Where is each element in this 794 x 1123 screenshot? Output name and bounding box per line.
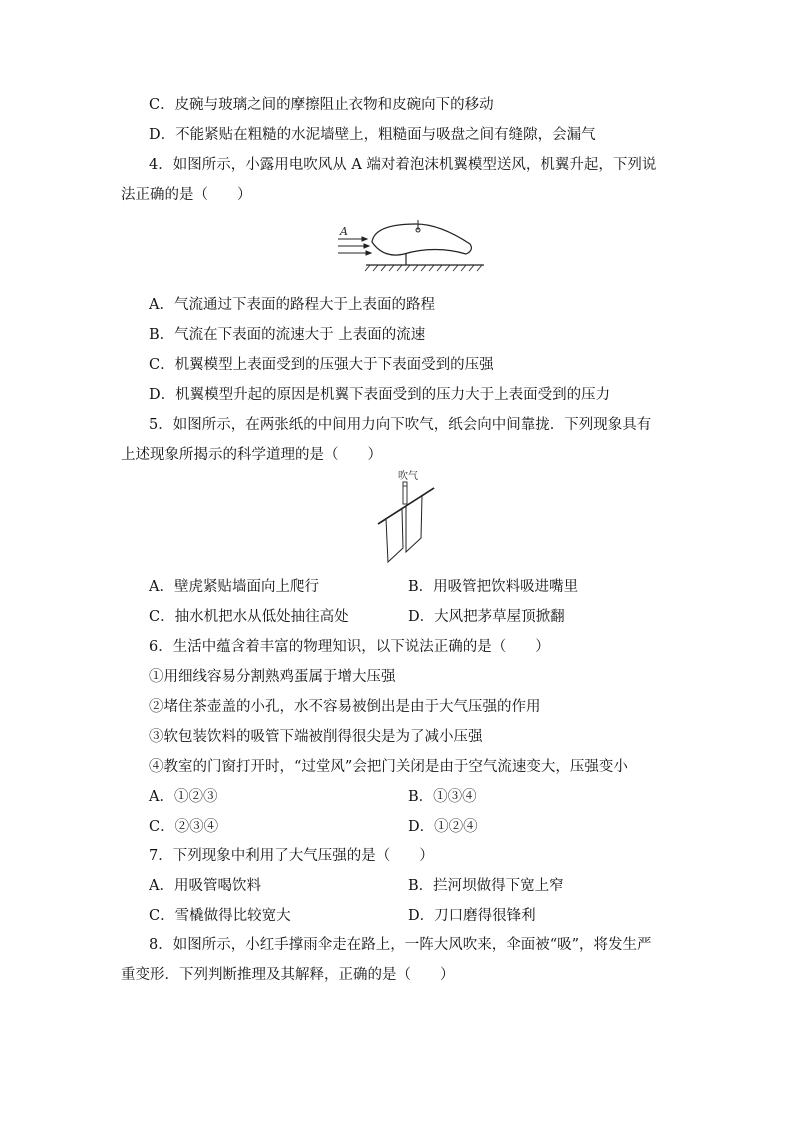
q6-option-a: A．①②③	[149, 789, 218, 805]
q4-stem-line2: 法正确的是（ ）	[121, 187, 252, 203]
q6-statement-1: ①用细线容易分割熟鸡蛋属于增大压强	[149, 669, 396, 685]
q4-option-d: D．机翼模型升起的原因是机翼下表面受到的压力大于上表面受到的压力	[149, 387, 611, 403]
q5-option-b: B．用吸管把饮料吸进嘴里	[408, 579, 579, 595]
q6-option-b: B．①③④	[408, 789, 477, 805]
q8-stem-line2: 重变形．下列判断推理及其解释，正确的是（ ）	[121, 967, 455, 983]
q5-stem-line1: 5．如图所示，在两张纸的中间用力向下吹气，纸会向中间靠拢．下列现象具有	[149, 417, 652, 433]
wing-model-figure	[334, 218, 486, 272]
wing-figure-label-a: A	[340, 225, 348, 238]
q5-option-c: C．抽水机把水从低处抽往高处	[149, 609, 349, 625]
q7-option-d: D．刀口磨得很锋利	[408, 908, 536, 924]
q5-option-d: D．大风把茅草屋顶掀翻	[408, 609, 565, 625]
q4-stem-line1: 4．如图所示，小露用电吹风从 A 端对着泡沫机翼模型送风，机翼升起，下列说	[149, 157, 657, 173]
q6-statement-2: ②堵住茶壶盖的小孔，水不容易被倒出是由于大气压强的作用	[149, 699, 541, 715]
q3-option-c: C．皮碗与玻璃之间的摩擦阻止衣物和皮碗向下的移动	[149, 97, 494, 113]
q4-option-b: B．气流在下表面的流速大于 上表面的流速	[149, 327, 426, 343]
q6-option-c: C．②③④	[149, 819, 219, 835]
q7-option-c: C．雪橇做得比较宽大	[149, 908, 291, 924]
q4-option-a: A．气流通过下表面的路程大于上表面的路程	[149, 297, 435, 313]
q7-option-a: A．用吸管喝饮料	[149, 878, 261, 894]
q8-stem-line1: 8．如图所示，小红手撑雨伞走在路上，一阵大风吹来，伞面被“吸”，将发生严	[149, 937, 652, 953]
q5-option-a: A．壁虎紧贴墙面向上爬行	[149, 579, 319, 595]
q7-option-b: B．拦河坝做得下宽上窄	[408, 878, 564, 894]
q4-option-c: C．机翼模型上表面受到的压强大于下表面受到的压强	[149, 357, 494, 373]
q6-statement-4: ④教室的门窗打开时，“过堂风”会把门关闭是由于空气流速变大，压强变小	[149, 759, 628, 775]
q6-statement-3: ③软包装饮料的吸管下端被削得很尖是为了减小压强	[149, 729, 483, 745]
q6-option-d: D．①②④	[408, 819, 478, 835]
q7-stem: 7．下列现象中利用了大气压强的是（ ）	[149, 848, 434, 864]
two-papers-figure	[376, 468, 436, 568]
q3-option-d: D．不能紧贴在粗糙的水泥墙壁上，粗糙面与吸盘之间有缝隙，会漏气	[149, 127, 596, 143]
blow-label: 吹气	[398, 471, 418, 482]
q5-stem-line2: 上述现象所揭示的科学道理的是（ ）	[121, 447, 382, 463]
q6-stem: 6．生活中蕴含着丰富的物理知识，以下说法正确的是（ ）	[149, 639, 550, 655]
